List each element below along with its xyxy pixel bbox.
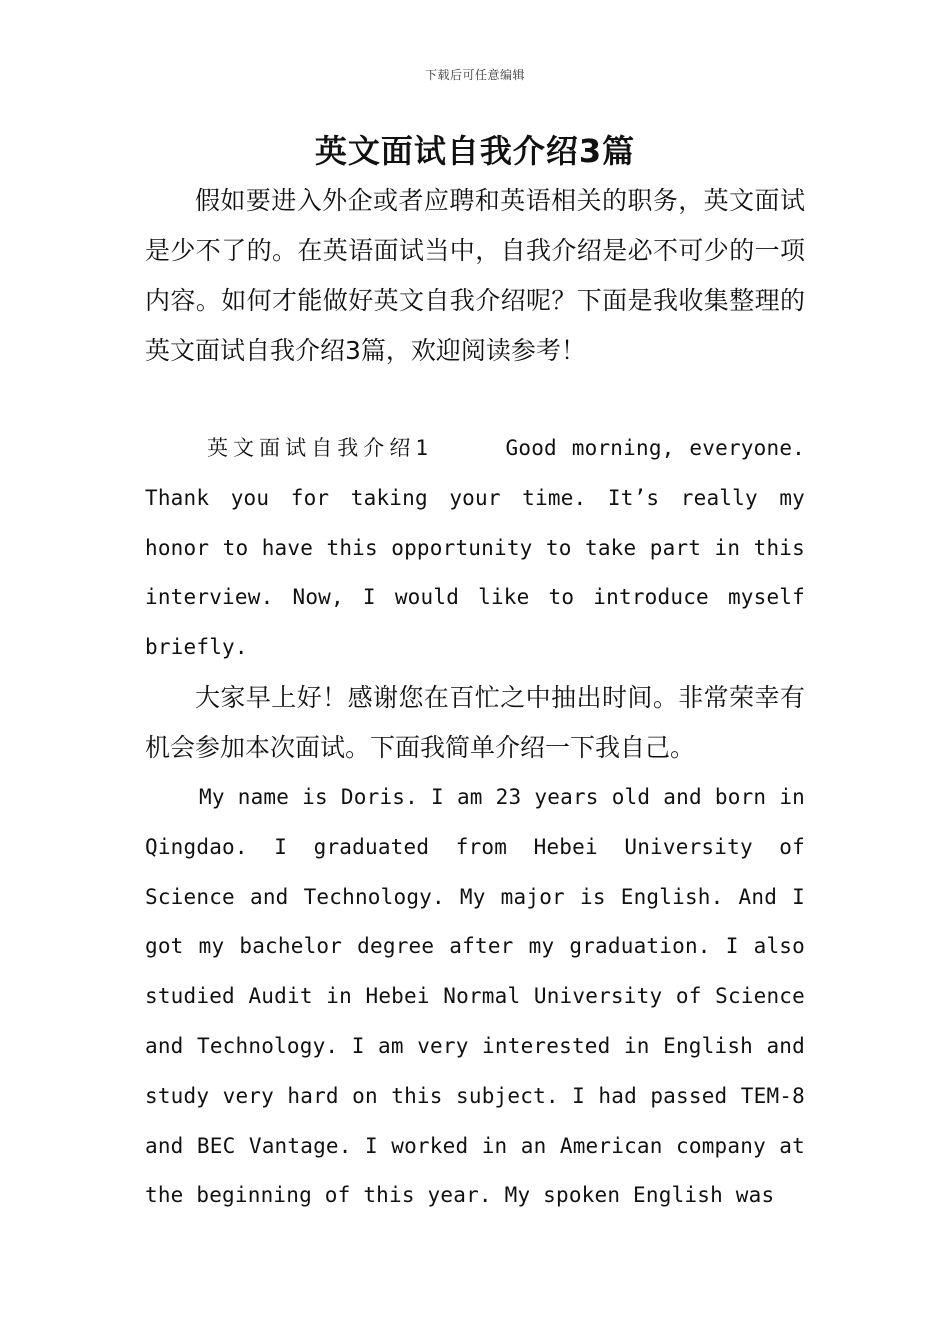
section1-paragraph3: My name is Doris. I am 23 years old and born in Qingdao. I graduated from Hebei University of Science and Technology. My major is English. And I got my bachelor degree after my graduation. I also studied Audit in Hebei Normal University of Science and Technology. I am very interested in English and study very hard on this subject. I had passed TEM-8 and BEC Vantage. I worked in an American company at the beginning of this year. My spoken English was <box>145 784 805 1208</box>
intro-paragraph: 假如要进入外企或者应聘和英语相关的职务，英文面试是少不了的。在英语面试当中，自我介绍是必不可少的一项内容。如何才能做好英文自我介绍呢？下面是我收集整理的英文面试自我介绍3篇，欢迎阅读参考！ <box>145 186 805 365</box>
document-body <box>145 176 805 1221</box>
section1-paragraph2-cn: 大家早上好！感谢您在百忙之中抽出时间。非常荣幸有机会参加本次面试。下面我简单介绍一下我自己。 <box>145 682 805 762</box>
page-header: 下载后可任意编辑 <box>424 68 525 82</box>
section1-opening-paragraph <box>145 424 805 673</box>
document-title: 英文面试自我介绍3篇 <box>314 132 636 170</box>
paragraph-spacer <box>145 376 805 424</box>
section1-paragraph1: Good morning, everyone. Thank you for taking your time. It’s really my honor to have this opportunity to take part in this interview. Now, I would like to introduce myself briefly. <box>145 436 806 660</box>
section1-heading: 英文面试自我介绍1 <box>207 436 432 460</box>
